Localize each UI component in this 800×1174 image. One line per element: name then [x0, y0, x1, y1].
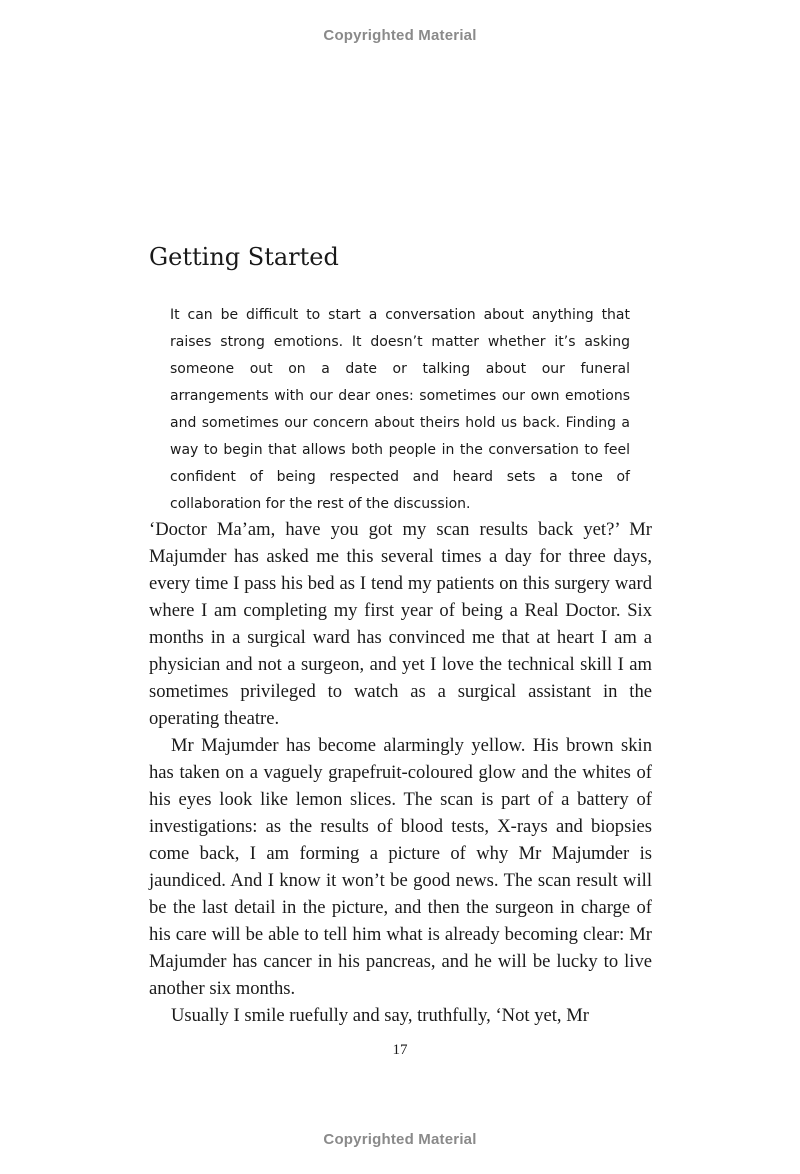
- paragraph-1: ‘Doctor Ma’am, have you got my scan results back yet?’ Mr Majumder has asked me this several times a day for three days, every time I pass his bed as I tend my patients on this surgery ward where I am completing my first year of being a Real Doctor. Six months in a surgical ward has convinced me that at heart I am a physician and not a surgeon, and yet I love the technical skill I am sometimes privileged to watch as a surgical assistant in the operating theatre.: [149, 519, 652, 729]
- copyright-watermark-top: Copyrighted Material: [323, 27, 477, 44]
- body-text: [149, 516, 652, 1029]
- paragraph-2: Mr Majumder has become alarmingly yellow. His brown skin has taken on a vaguely grapefruit-coloured glow and the whites of his eyes look like lemon slices. The scan is part of a battery of investigations: as the results of blood tests, X-rays and biopsies come back, I am forming a picture of why Mr Majumder is jaundiced. And I know it won’t be good news. The scan result will be the last detail in the picture, and then the surgeon in charge of his care will be able to tell him what is already becoming clear: Mr Majumder has cancer in his pancreas, and he will be lucky to live another six months.: [149, 735, 652, 999]
- chapter-title: Getting Started: [149, 243, 339, 271]
- chapter-intro: It can be difficult to start a conversation about anything that raises strong emotions. It doesn’t matter whether it’s asking someone out on a date or talking about our funeral arrangements with our dear ones: sometimes our own emotions and sometimes our concern about theirs hold us back. Finding a way to begin that allows both people in the conversation to feel confident of being respected and heard sets a tone of collaboration for the rest of the discussion.: [170, 307, 630, 512]
- page-number: 17: [392, 1042, 408, 1058]
- paragraph-3: Usually I smile ruefully and say, truthfully, ‘Not yet, Mr: [171, 1005, 589, 1026]
- copyright-watermark-bottom: Copyrighted Material: [323, 1131, 477, 1148]
